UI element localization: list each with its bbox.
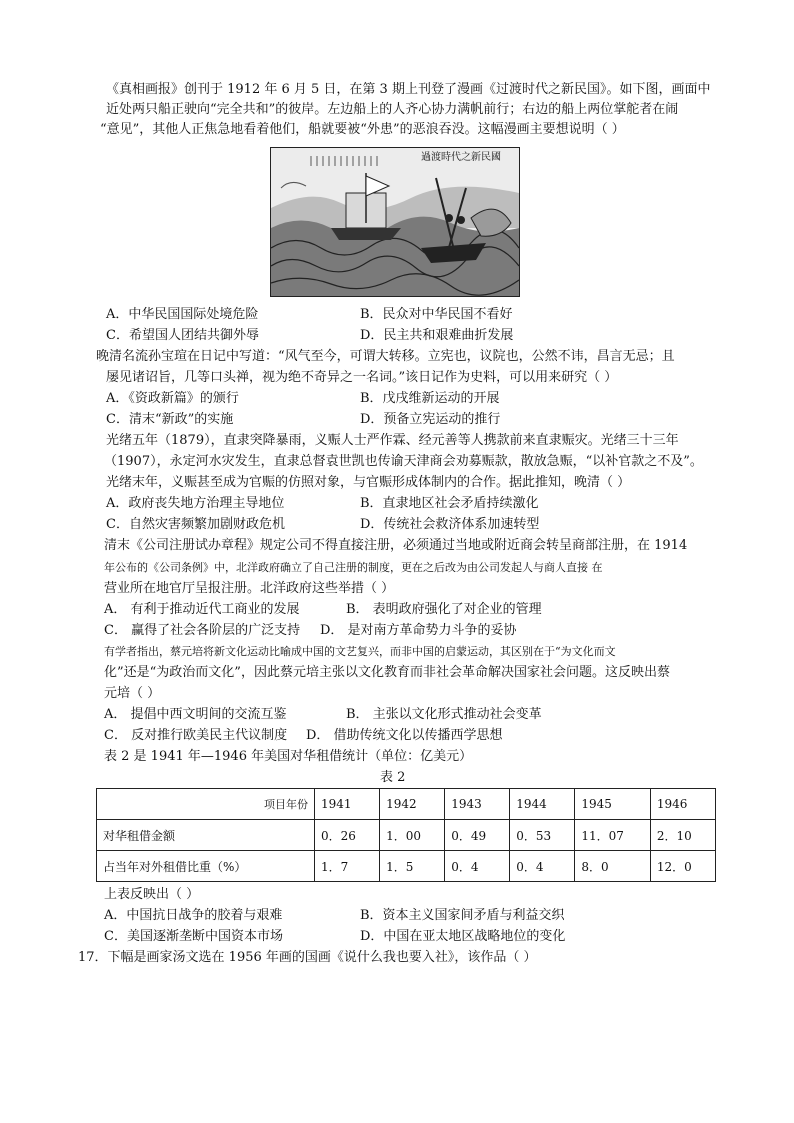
table-row-label: 对华租借金额	[97, 820, 315, 851]
q4-option-c[interactable]: C． 赢得了社会各阶层的广泛支持	[104, 623, 301, 638]
q2-option-d[interactable]: D．预备立宪运动的推行	[360, 412, 501, 427]
q4-option-d[interactable]: D． 是对南方革命势力斗争的妥协	[320, 623, 517, 638]
q2-option-a[interactable]: A．《资政新篇》的颁行	[106, 391, 239, 406]
q5-option-b[interactable]: B． 主张以文化形式推动社会变革	[346, 707, 542, 722]
q4-stem-line-2: 年公布的《公司条例》中，北洋政府确立了自己注册的制度，更在之后改为由公司发起人与商人直接 在	[104, 561, 603, 574]
table-row	[97, 820, 716, 851]
cartoon-illustration	[271, 148, 519, 296]
table-cell: 2．10	[650, 820, 715, 851]
q2-option-b[interactable]: B．戊戌维新运动的开展	[360, 391, 500, 406]
q5-option-c[interactable]: C． 反对推行欧美民主代议制度	[104, 728, 288, 743]
lend-lease-table	[96, 788, 716, 882]
table-cell: 1．5	[380, 851, 445, 882]
q5-option-d[interactable]: D． 借助传统文化以传播西学思想	[306, 728, 503, 743]
table-year-header: 1946	[650, 789, 715, 820]
q2-option-c[interactable]: C．清末“新政”的实施	[106, 412, 234, 427]
table-caption: 表 2	[380, 770, 406, 785]
q6-option-a[interactable]: A．中国抗日战争的胶着与艰难	[104, 908, 283, 923]
table-corner-header: 项目年份	[97, 789, 315, 820]
q4-option-a[interactable]: A． 有利于推动近代工商业的发展	[104, 602, 300, 617]
q3-stem-line-1: 光绪五年（1879），直隶突降暴雨，义赈人士严作霖、经元善等人携款前来直隶赈灾。光绪三十三年	[106, 433, 679, 448]
table-row	[97, 851, 716, 882]
table-cell: 11．07	[575, 820, 650, 851]
q1-stem-line-3: “意见”，其他人正焦急地看着他们，船就要被“外患”的恶浪吞没。这幅漫画主要想说明（ ）	[100, 122, 625, 137]
q1-option-c[interactable]: C．希望国人团结共御外辱	[106, 328, 259, 343]
q3-stem-line-3: 光绪末年，义赈甚至成为官赈的仿照对象，与官赈形成体制内的合作。据此推知，晚清（ ）	[106, 475, 631, 490]
table-year-header: 1944	[510, 789, 575, 820]
q2-stem-line-2: 屡见诸诏旨，几等口头禅，视为绝不奇异之一名词。”该日记作为史料，可以用来研究（ ）	[106, 370, 618, 385]
table-cell: 0．53	[510, 820, 575, 851]
cartoon-image	[270, 147, 520, 297]
q3-option-b[interactable]: B．直隶地区社会矛盾持续激化	[360, 496, 539, 511]
table-cell: 1．7	[315, 851, 380, 882]
table-cell: 1．00	[380, 820, 445, 851]
q3-option-c[interactable]: C．自然灾害频繁加剧财政危机	[106, 517, 285, 532]
q6-option-c[interactable]: C．美国逐渐垄断中国资本市场	[104, 929, 283, 944]
table-cell: 0．49	[445, 820, 510, 851]
q1-option-b[interactable]: B．民众对中华民国不看好	[360, 307, 513, 322]
cartoon-title: 過渡時代之新民國	[421, 152, 501, 163]
table-cell: 0．4	[445, 851, 510, 882]
table-row-label: 占当年对外租借比重（%）	[97, 851, 315, 882]
q5-stem-line-1: 有学者指出，蔡元培将新文化运动比喻成中国的文艺复兴，而非中国的启蒙运动，其区别在于“为文化而文	[104, 645, 616, 658]
table-cell: 8．0	[575, 851, 650, 882]
q6-option-d[interactable]: D．中国在亚太地区战略地位的变化	[360, 929, 566, 944]
q4-stem-line-1: 清末《公司注册试办章程》规定公司不得直接注册，必须通过当地或附近商会转呈商部注册，在 1914	[104, 538, 688, 553]
table-cell: 12．0	[650, 851, 715, 882]
q1-option-a[interactable]: A．中华民国国际处境危险	[106, 307, 259, 322]
table-year-header: 1942	[380, 789, 445, 820]
table-year-header: 1943	[445, 789, 510, 820]
q1-option-d[interactable]: D．民主共和艰难曲折发展	[360, 328, 514, 343]
q5-option-a[interactable]: A． 提倡中西文明间的交流互鉴	[104, 707, 287, 722]
q6-option-b[interactable]: B．资本主义国家间矛盾与利益交织	[360, 908, 565, 923]
q3-stem-line-2: （1907），永定河水灾发生，直隶总督袁世凯也传谕天津商会劝募赈款，散放急赈，“以补官款之不及”。	[104, 454, 703, 469]
q2-stem-line-1: 晚清名流孙宝瑄在日记中写道：“风气至今，可谓大转移。立宪也，议院也，公然不讳，昌言无忌；且	[96, 349, 675, 364]
q5-stem-line-2: 化”还是“为政治而文化”，因此蔡元培主张以文化教育而非社会革命解决国家社会问题。这反映出蔡	[104, 665, 670, 680]
q5-stem-line-3: 元培（ ）	[104, 686, 161, 701]
q1-stem-line-2: 近处两只船正驶向“完全共和”的彼岸。左边船上的人齐心协力满帆前行；右边的船上两位掌舵者在闹	[106, 102, 679, 117]
q4-option-b[interactable]: B． 表明政府强化了对企业的管理	[346, 602, 542, 617]
q6-after: 上表反映出（ ）	[104, 887, 200, 902]
table-year-header: 1941	[315, 789, 380, 820]
q1-stem-line-1: 《真相画报》创刊于 1912 年 6 月 5 日，在第 3 期上刊登了漫画《过渡时代之新民国》。如下图，画面中	[106, 82, 711, 97]
table-cell: 0．26	[315, 820, 380, 851]
table-year-header: 1945	[575, 789, 650, 820]
table-header-row	[97, 789, 716, 820]
table-cell: 0．4	[510, 851, 575, 882]
q3-option-a[interactable]: A．政府丧失地方治理主导地位	[106, 496, 285, 511]
q4-stem-line-3: 营业所在地官厅呈报注册。北洋政府这些举措（ ）	[104, 581, 395, 596]
q6-stem: 表 2 是 1941 年—1946 年美国对华租借统计（单位：亿美元）	[104, 749, 473, 764]
q3-option-d[interactable]: D．传统社会救济体系加速转型	[360, 517, 540, 532]
q17-stem: 17．下幅是画家汤文选在 1956 年画的国画《说什么我也要入社》，该作品（ ）	[78, 950, 537, 965]
